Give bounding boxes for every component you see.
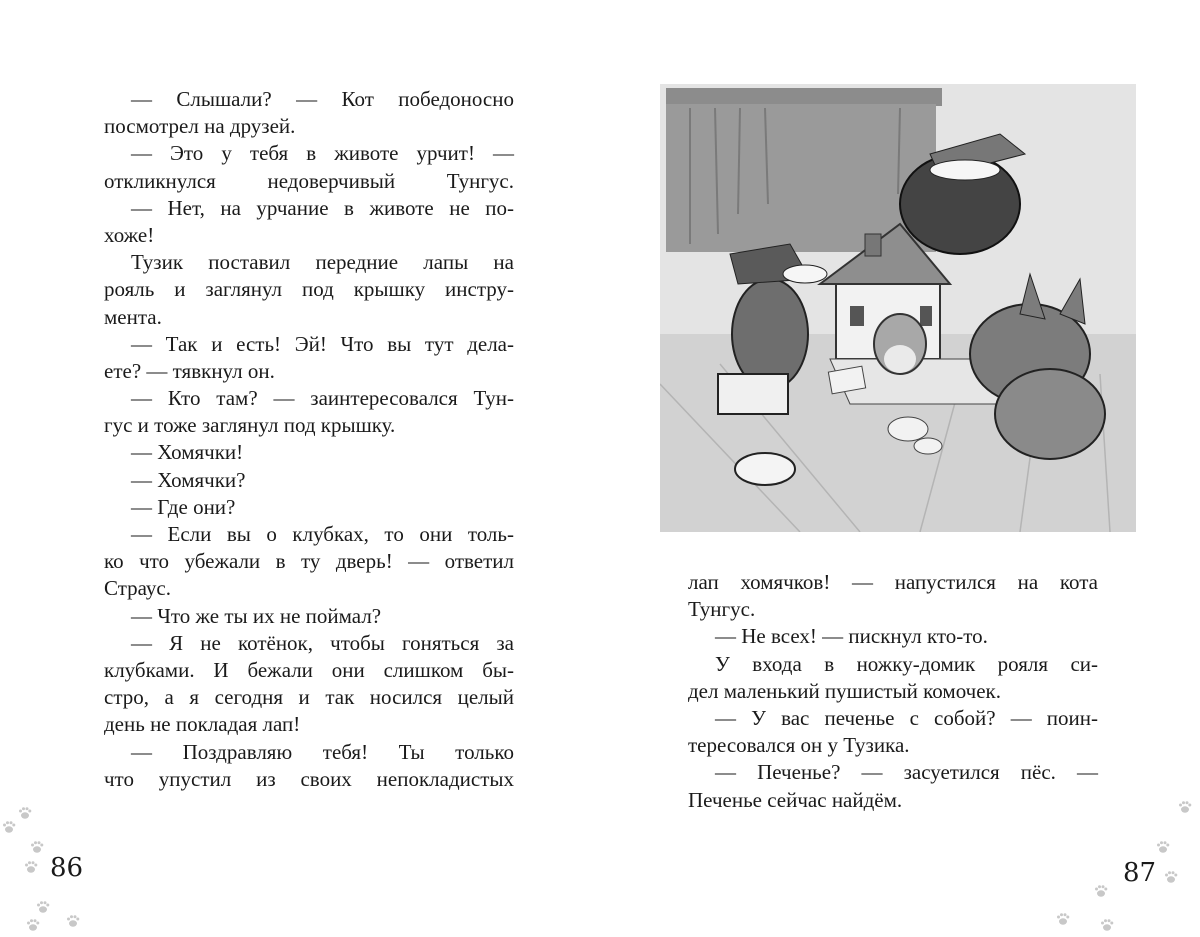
text-line: — Слышали? — Кот победоносно bbox=[131, 87, 514, 111]
text-line: стро, а я сегодня и так носился целый bbox=[104, 685, 514, 710]
story-illustration bbox=[660, 84, 1136, 532]
text-line: — У вас печенье с собой? — поин- bbox=[715, 705, 1098, 730]
text-line: мента. bbox=[104, 304, 162, 329]
text-line: — Где они? bbox=[131, 494, 236, 519]
paw-print-icon bbox=[36, 900, 50, 914]
text-line: Тузик поставил передние лапы на bbox=[131, 250, 514, 275]
paw-print-icon bbox=[24, 860, 38, 874]
text-line: дел маленький пушистый комочек. bbox=[688, 678, 1001, 703]
text-line: клубками. И бежали они слишком бы- bbox=[104, 657, 514, 682]
text-line: что упустил из своих непокладистых bbox=[104, 766, 514, 791]
paw-print-icon bbox=[18, 806, 32, 820]
text-line: — Так и есть! Эй! Что вы тут дела- bbox=[131, 331, 514, 356]
right-page-text bbox=[688, 569, 1098, 814]
text-line: — Кто там? — заинтересовался Тун- bbox=[131, 386, 514, 411]
paw-print-icon bbox=[66, 914, 80, 928]
text-line: — Если вы о клубках, то они толь- bbox=[131, 522, 514, 546]
text-line: — Поздравляю тебя! Ты только bbox=[131, 739, 514, 764]
paw-print-icon bbox=[30, 840, 44, 854]
paw-print-icon bbox=[26, 918, 40, 932]
text-line: ете? — тявкнул он. bbox=[104, 358, 275, 383]
text-line: хоже! bbox=[104, 222, 155, 247]
text-line: Тунгус. bbox=[688, 597, 756, 622]
text-line: посмотрел на друзей. bbox=[104, 114, 296, 139]
text-line: лап хомячков! — напустился на кота bbox=[688, 570, 1098, 594]
paw-print-icon bbox=[1156, 840, 1170, 854]
paw-print-icon bbox=[1164, 870, 1178, 884]
left-page-text bbox=[104, 86, 514, 793]
text-line: ко что убежали в ту дверь! — ответил bbox=[104, 549, 514, 574]
text-line: откликнулся недоверчивый Тунгус. bbox=[104, 168, 514, 193]
text-line: гус и тоже заглянул под крышку. bbox=[104, 413, 396, 438]
paw-print-icon bbox=[1100, 918, 1114, 932]
right-page bbox=[600, 0, 1200, 937]
text-line: рояль и заглянул под крышку инстру- bbox=[104, 277, 514, 302]
text-line: — Нет, на урчание в животе не по- bbox=[131, 195, 514, 220]
text-line: — Что же ты их не поймал? bbox=[131, 603, 382, 628]
text-line: — Печенье? — засуетился пёс. — bbox=[715, 760, 1098, 785]
text-line: Печенье сейчас найдём. bbox=[688, 787, 903, 812]
paw-print-icon bbox=[2, 820, 16, 834]
paw-print-icon bbox=[1094, 884, 1108, 898]
text-line: — Не всех! — пискнул кто-то. bbox=[715, 624, 988, 649]
page-number-right: 87 bbox=[1123, 858, 1157, 888]
text-line: — Это у тебя в животе урчит! — bbox=[131, 141, 514, 166]
paw-print-icon bbox=[1056, 912, 1070, 926]
text-line: — Хомячки? bbox=[131, 467, 246, 492]
text-line: — Я не котёнок, чтобы гоняться за bbox=[131, 630, 514, 655]
text-line: Страус. bbox=[104, 576, 171, 601]
page-number-left: 86 bbox=[50, 853, 84, 883]
text-line: — Хомячки! bbox=[131, 440, 244, 465]
text-line: день не покладая лап! bbox=[104, 712, 301, 737]
text-line: тересовался он у Тузика. bbox=[688, 733, 910, 758]
paw-print-icon bbox=[1178, 800, 1192, 814]
illustration-scene bbox=[660, 84, 1136, 532]
text-line: У входа в ножку-домик рояля си- bbox=[715, 651, 1098, 676]
